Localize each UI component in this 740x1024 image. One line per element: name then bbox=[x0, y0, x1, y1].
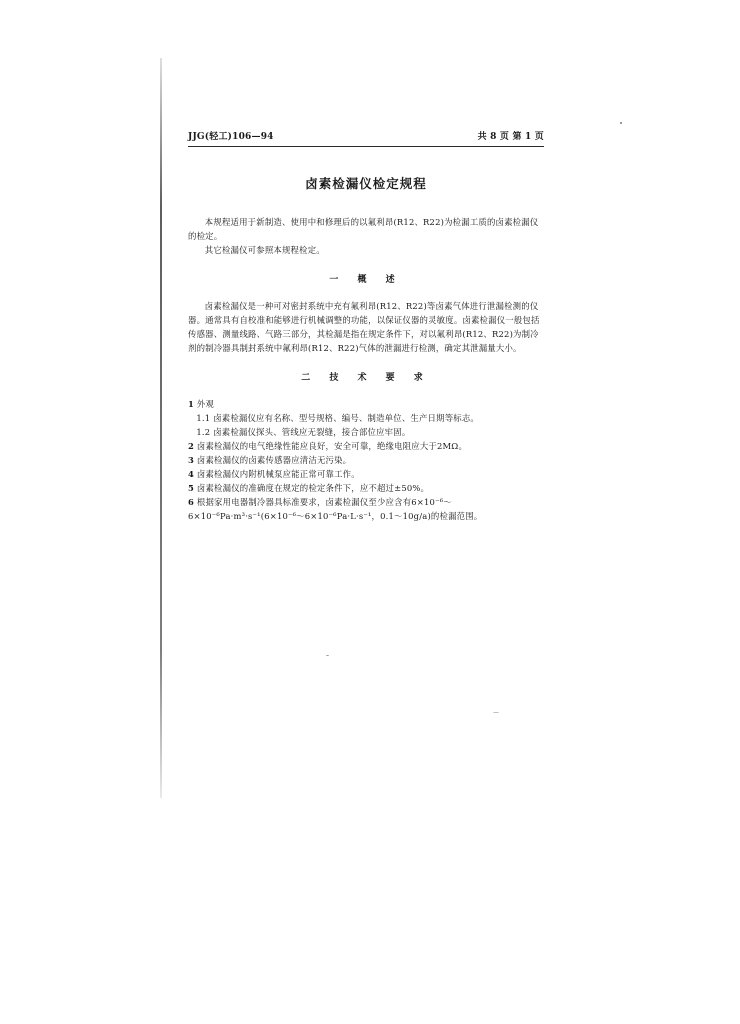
scan-speck bbox=[493, 712, 499, 713]
section-heading-overview: 一 概 述 bbox=[329, 275, 403, 285]
item-text: 卤素检漏仪的电气绝缘性能应良好，安全可靠，绝缘电阻应大于2MΩ。 bbox=[196, 441, 468, 451]
item-number: 1.2 bbox=[196, 427, 211, 437]
item-text: 卤素检漏仪探头、管线应无裂缝，接合部位应牢固。 bbox=[213, 427, 411, 437]
document-title: 卤素检漏仪检定规程 bbox=[305, 176, 427, 191]
section-heading-technical-requirements: 二 技 术 要 求 bbox=[301, 373, 431, 383]
requirement-item bbox=[188, 481, 544, 495]
requirement-item bbox=[188, 467, 544, 481]
scan-speck bbox=[620, 122, 622, 124]
item-text: 卤素检漏仪应有名称、型号规格、编号、制造单位、生产日期等标志。 bbox=[213, 413, 480, 423]
page-count: 共 8 页 第 1 页 bbox=[477, 132, 544, 142]
intro-paragraph-other: 其它检漏仪可参照本规程检定。 bbox=[204, 245, 325, 255]
requirement-item bbox=[188, 439, 544, 453]
document-page bbox=[188, 130, 544, 523]
requirement-item bbox=[188, 453, 544, 467]
item-number: 3 bbox=[188, 455, 195, 465]
document-code: JJG(轻工)106—94 bbox=[188, 132, 274, 142]
item-text: 卤素检漏仪的卤素传感器应清洁无污染。 bbox=[196, 455, 352, 465]
item-number: 5 bbox=[188, 483, 195, 493]
item-number: 1 bbox=[188, 399, 195, 409]
scan-speck bbox=[326, 655, 329, 656]
item-text: 根据家用电器制冷器具标准要求，卤素检漏仪至少应含有6×10⁻⁶～6×10⁻⁶Pa·m³·s⁻¹(6×10⁻⁶～6×10⁻⁶Pa·L·s⁻¹，0.1～10g/a)的检漏范围。 bbox=[188, 497, 483, 521]
item-number: 4 bbox=[188, 469, 195, 479]
item-text: 卤素检漏仪的准确度在规定的检定条件下，应不超过±50%。 bbox=[196, 483, 430, 493]
overview-paragraph: 卤素检漏仪是一种可对密封系统中充有氟利昂(R12、R22)等卤素气体进行泄漏检测的仪器。通常具有自校准和能够进行机械调整的功能，以保证仪器的灵敏度。卤素检漏仪一般包括传感器、测量线路、气路三部分，其检漏是指在规定条件下，对以氟利昂(R12、R22)为制冷剂的制冷器具制封系统中氟利昂(R12、R22)气体的泄漏进行检测，确定其泄漏量大小。 bbox=[188, 301, 540, 353]
item-number: 6 bbox=[188, 497, 195, 507]
item-text: 卤素检漏仪内附机械泵应能正常可靠工作。 bbox=[196, 469, 360, 479]
binding-edge-line bbox=[160, 58, 162, 798]
requirement-item bbox=[188, 495, 544, 523]
requirement-item bbox=[188, 411, 544, 425]
item-number: 2 bbox=[188, 441, 195, 451]
item-text: 外观 bbox=[196, 399, 215, 409]
page-header bbox=[188, 130, 544, 147]
intro-paragraph-scope: 本规程适用于新制造、使用中和修理后的以氟利昂(R12、R22)为检漏工质的卤素检漏仪的检定。 bbox=[188, 217, 539, 241]
requirement-item bbox=[188, 425, 544, 439]
item-number: 1.1 bbox=[196, 413, 211, 423]
requirement-item bbox=[188, 397, 544, 411]
